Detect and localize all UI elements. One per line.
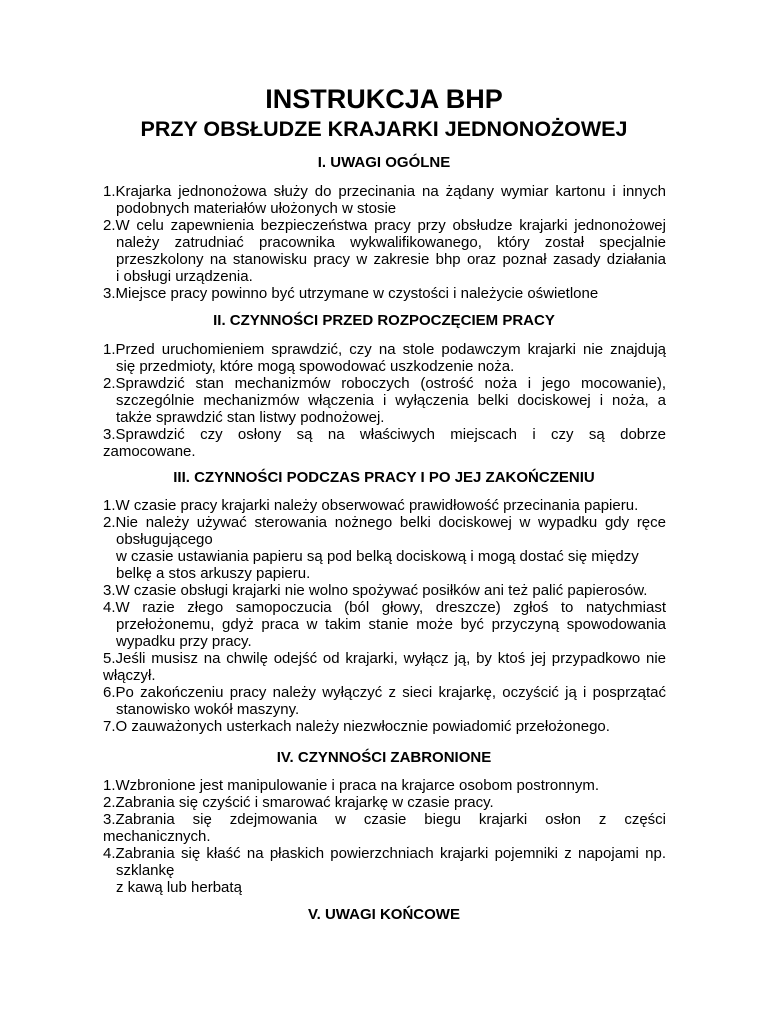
- section-4-line-4: mechanicznych.: [103, 828, 211, 845]
- section-heading-4: IV. CZYNNOŚCI ZABRONIONE: [276, 749, 492, 766]
- section-4-line-6: szklankę: [116, 862, 175, 879]
- section-3-line-11: włączył.: [103, 667, 156, 684]
- section-3-line-2: 2.Nie należy używać sterowania nożnego belki dociskowej w wypadku gdy ręce: [103, 514, 666, 531]
- section-2-line-5: także sprawdzić stan listwy podnożowej.: [116, 409, 385, 426]
- section-4-line-3: 3.Zabrania się zdejmowania w czasie biegu krajarki osłon z części: [103, 811, 666, 828]
- section-3-line-14: 7.O zauważonych usterkach należy niezwłocznie powiadomić przełożonego.: [103, 718, 610, 735]
- document-subtitle: PRZY OBSŁUDZE KRAJARKI JEDNONOŻOWEJ: [140, 117, 628, 141]
- section-3-line-13: stanowisko wokół maszyny.: [116, 701, 300, 718]
- section-2-line-2: się przedmioty, które mogą spowodować uszkodzenie noża.: [116, 358, 515, 375]
- section-3-line-5: belkę a stos arkuszy papieru.: [116, 565, 311, 582]
- section-2-line-3: 2.Sprawdzić stan mechanizmów roboczych (ostrość noża i jego mocowanie),: [103, 375, 666, 392]
- section-3-line-4: w czasie ustawiania papieru są pod belką dociskową i mogą dostać się między: [116, 548, 639, 565]
- section-2-line-6: 3.Sprawdzić czy osłony są na właściwych miejscach i czy są dobrze: [103, 426, 666, 443]
- section-1-line-3: 2.W celu zapewnienia bezpieczeństwa pracy przy obsłudze krajarki jednonożowej: [103, 217, 666, 234]
- document-title: INSTRUKCJA BHP: [265, 84, 503, 114]
- section-3-line-9: wypadku przy pracy.: [116, 633, 252, 650]
- section-heading-3: III. CZYNNOŚCI PODCZAS PRACY I PO JEJ ZAKOŃCZENIU: [173, 469, 595, 486]
- section-3-line-3: obsługującego: [116, 531, 213, 548]
- section-4-line-5: 4.Zabrania się kłaść na płaskich powierzchniach krajarki pojemniki z napojami np.: [103, 845, 666, 862]
- section-3-line-1: 1.W czasie pracy krajarki należy obserwować prawidłowość przecinania papieru.: [103, 497, 639, 514]
- section-4-line-1: 1.Wzbronione jest manipulowanie i praca na krajarce osobom postronnym.: [103, 777, 600, 794]
- section-1-line-1: 1.Krajarka jednonożowa służy do przecinania na żądany wymiar kartonu i innych: [103, 183, 666, 200]
- section-heading-2: II. CZYNNOŚCI PRZED ROZPOCZĘCIEM PRACY: [213, 312, 555, 329]
- section-3-line-10: 5.Jeśli musisz na chwilę odejść od krajarki, wyłącz ją, by ktoś jej przypadkowo nie: [103, 650, 666, 667]
- section-1-line-7: 3.Miejsce pracy powinno być utrzymane w czystości i należycie oświetlone: [103, 285, 599, 302]
- section-heading-5: V. UWAGI KOŃCOWE: [308, 906, 460, 923]
- section-4-line-2: 2.Zabrania się czyścić i smarować krajarkę w czasie pracy.: [103, 794, 494, 811]
- section-1-line-2: podobnych materiałów ułożonych w stosie: [116, 200, 397, 217]
- section-heading-1: I. UWAGI OGÓLNE: [317, 154, 451, 171]
- section-3-line-12: 6.Po zakończeniu pracy należy wyłączyć z sieci krajarkę, oczyścić ją i posprzątać: [103, 684, 666, 701]
- section-3-line-6: 3.W czasie obsługi krajarki nie wolno spożywać posiłków ani też palić papierosów.: [103, 582, 648, 599]
- section-1-line-5: przeszkolony na stanowisku pracy w zakresie bhp oraz poznał zasady działania: [116, 251, 666, 268]
- section-1-line-4: należy zatrudniać pracownika wykwalifikowanego, który został specjalnie: [116, 234, 666, 251]
- section-3-line-7: 4.W razie złego samopoczucia (ból głowy, dreszcze) zgłoś to natychmiast: [103, 599, 666, 616]
- section-2-line-1: 1.Przed uruchomieniem sprawdzić, czy na stole podawczym krajarki nie znajdują: [103, 341, 666, 358]
- section-2-line-7: zamocowane.: [103, 443, 196, 460]
- section-1-line-6: i obsługi urządzenia.: [116, 268, 253, 285]
- section-4-line-7: z kawą lub herbatą: [116, 879, 242, 896]
- section-2-line-4: szczególnie mechanizmów włączenia i wyłączenia belki dociskowej i noża, a: [116, 392, 666, 409]
- section-3-line-8: przełożonemu, gdyż praca w takim stanie może być przyczyną spowodowania: [116, 616, 666, 633]
